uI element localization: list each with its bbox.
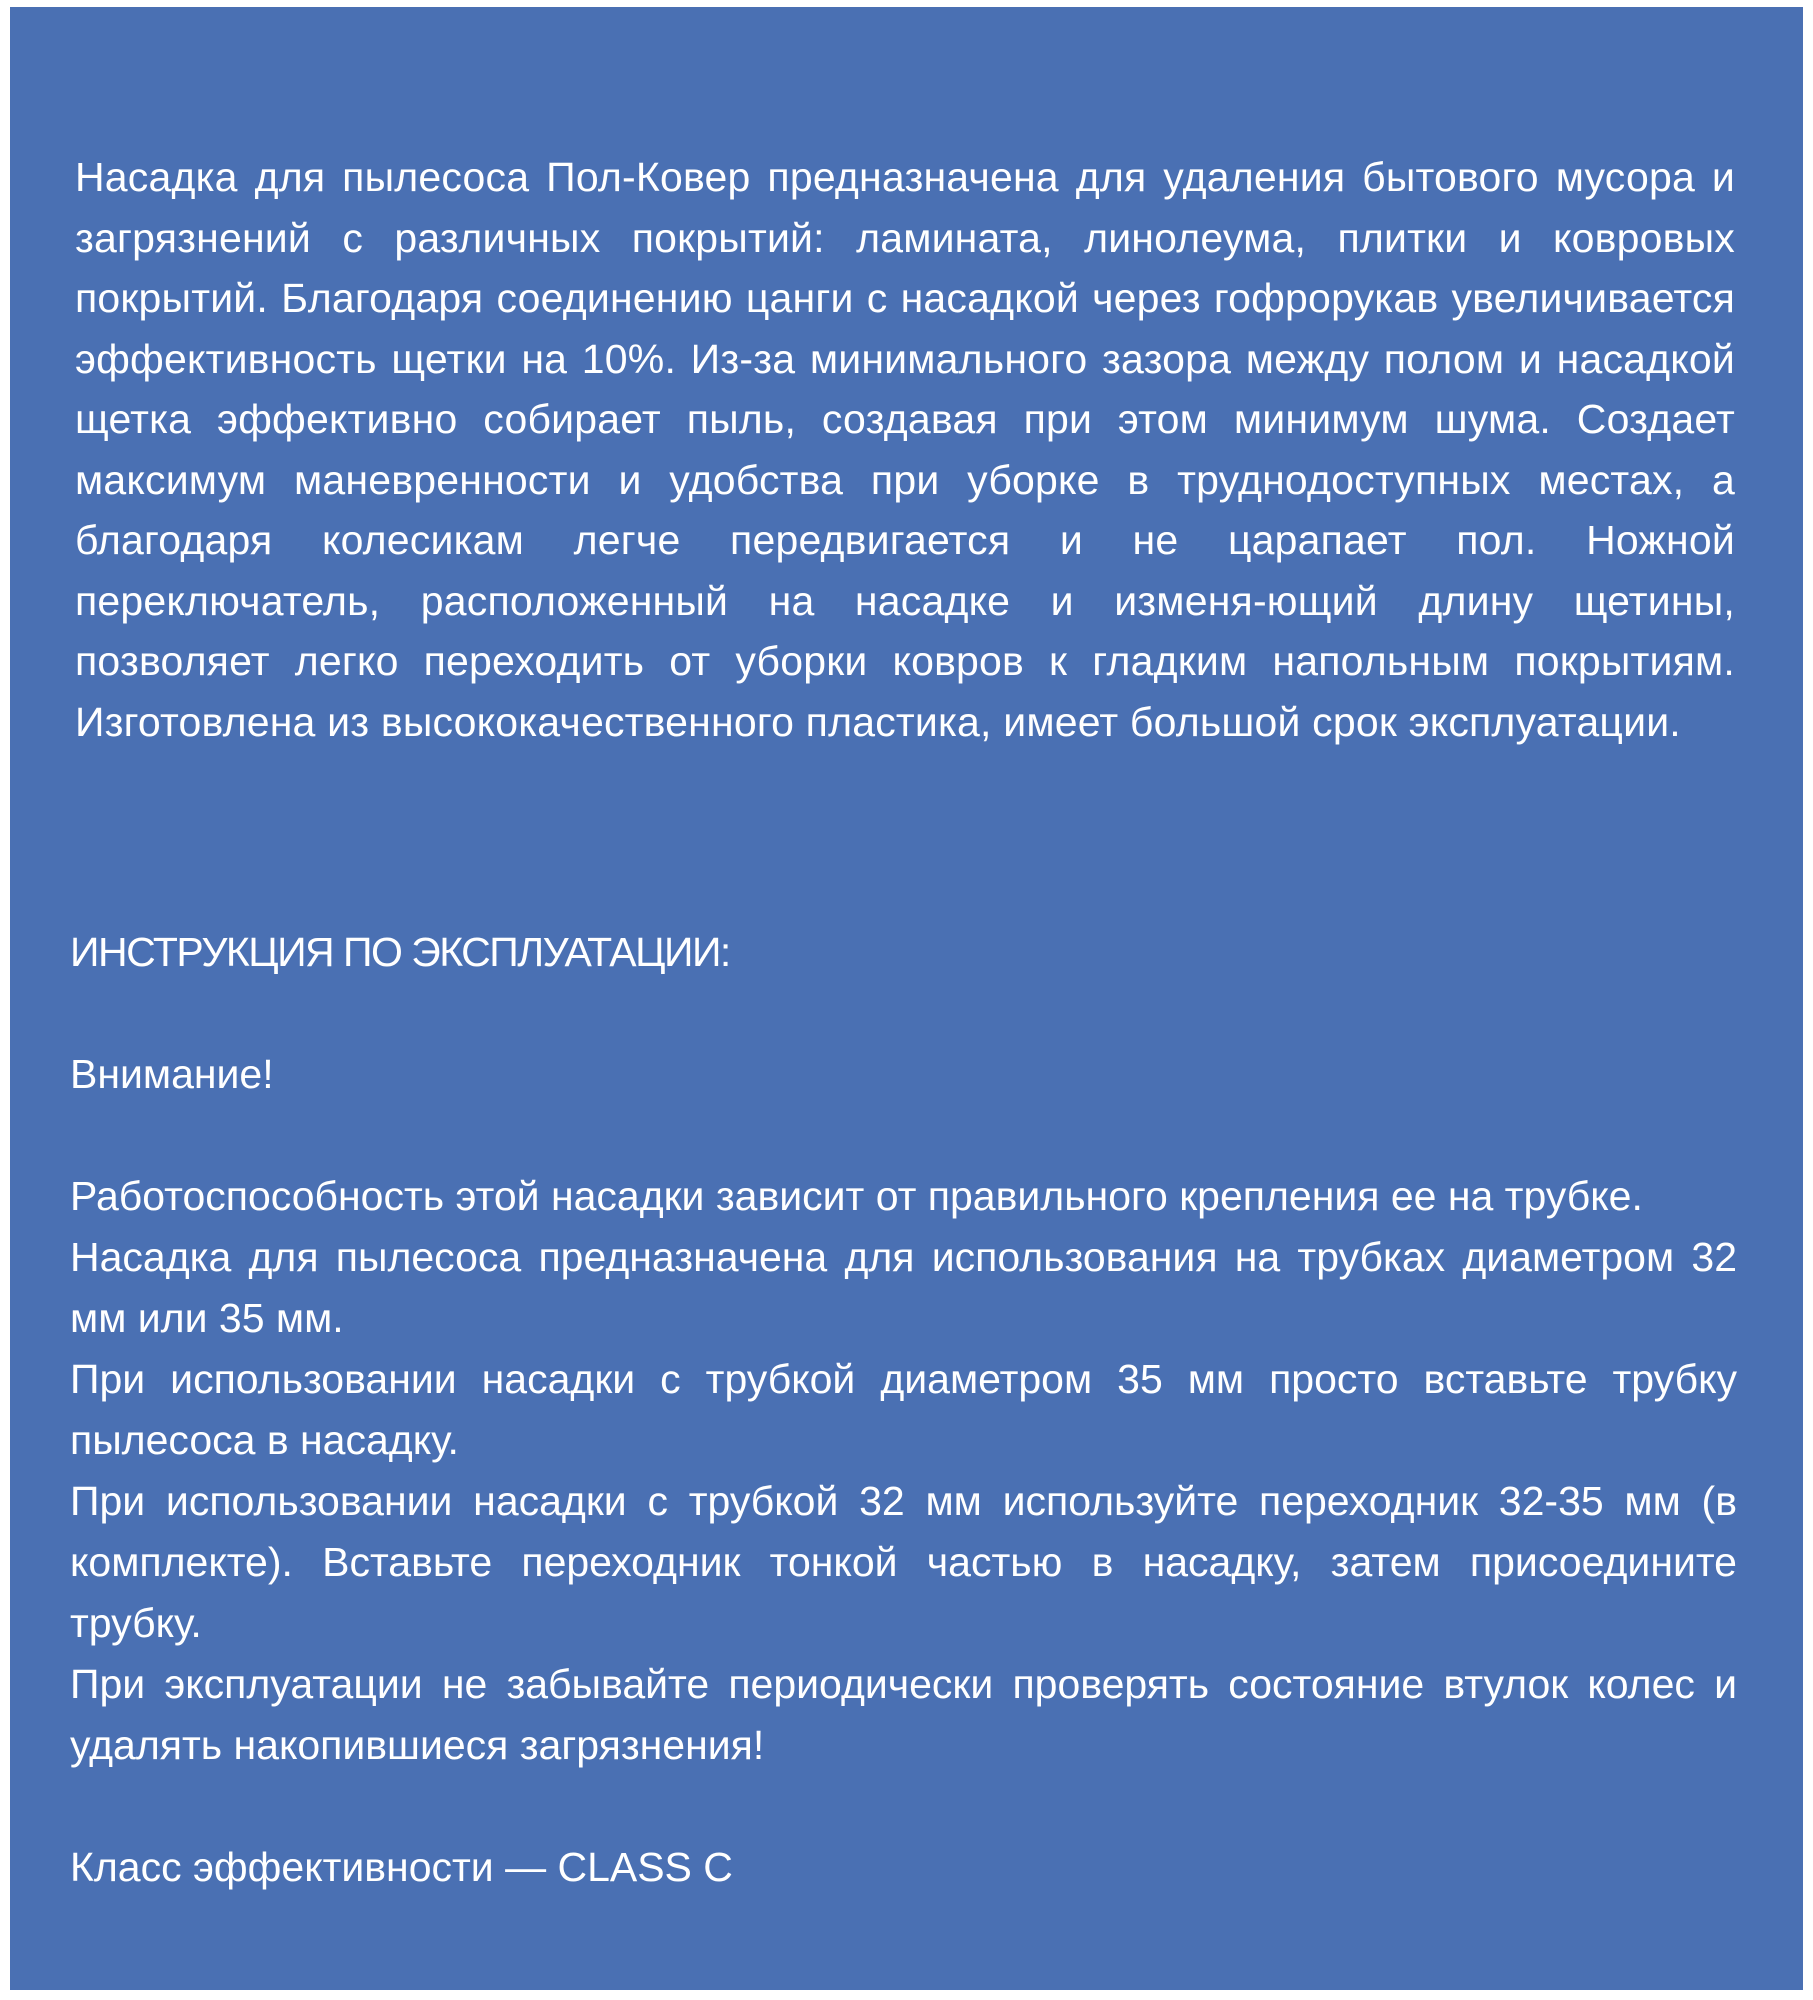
instruction-paragraph: При использовании насадки с трубкой 32 мм используйте переходник 32-35 мм (в комплекте). Вставьте переходник тонкой частью в насадку, затем присоедините трубку. <box>70 1478 1737 1646</box>
spacer <box>70 1105 1737 1166</box>
instructions-section <box>70 922 1737 1898</box>
warning-label: Внимание! <box>70 1051 274 1097</box>
info-panel <box>10 7 1803 1990</box>
spacer <box>70 983 1737 1044</box>
instruction-paragraph: При использовании насадки с трубкой диаметром 35 мм просто вставьте трубку пылесоса в насадку. <box>70 1356 1737 1463</box>
product-description: Насадка для пылесоса Пол-Ковер предназначена для удаления бытового мусора и загрязнений с различных покрытий: ламината, линолеума, плитки и ковровых покрытий. Благодаря соединению цанги с насадкой через гофрорукав увеличивается эффективность щетки на 10%. Из-за минимального зазора между полом и насадкой щетка эффективно собирает пыль, создавая при этом минимум шума. Создает максимум маневренности и удобства при уборке в труднодоступных местах, а благодаря колесикам легче передвигается и не царапает пол. Ножной переключатель, расположенный на насадке и изменя-ющий длину щетины, позволяет легко переходить от уборки ковров к гладким напольным покрытиям. Изготовлена из высококачественного пластика, имеет большой срок эксплуатации. <box>75 154 1735 745</box>
instruction-paragraph: Работоспособность этой насадки зависит от правильного крепления ее на трубке. <box>70 1173 1643 1219</box>
instruction-paragraph: При эксплуатации не забывайте периодически проверять состояние втулок колес и удалять накопившиеся загрязнения! <box>70 1661 1737 1768</box>
efficiency-class: Класс эффективности — CLASS C <box>70 1844 733 1890</box>
instructions-heading: ИНСТРУКЦИЯ ПО ЭКСПЛУАТАЦИИ: <box>70 929 730 975</box>
spacer <box>70 1776 1737 1837</box>
instruction-paragraph: Насадка для пылесоса предназначена для использования на трубках диаметром 32 мм или 35 мм. <box>70 1234 1737 1341</box>
